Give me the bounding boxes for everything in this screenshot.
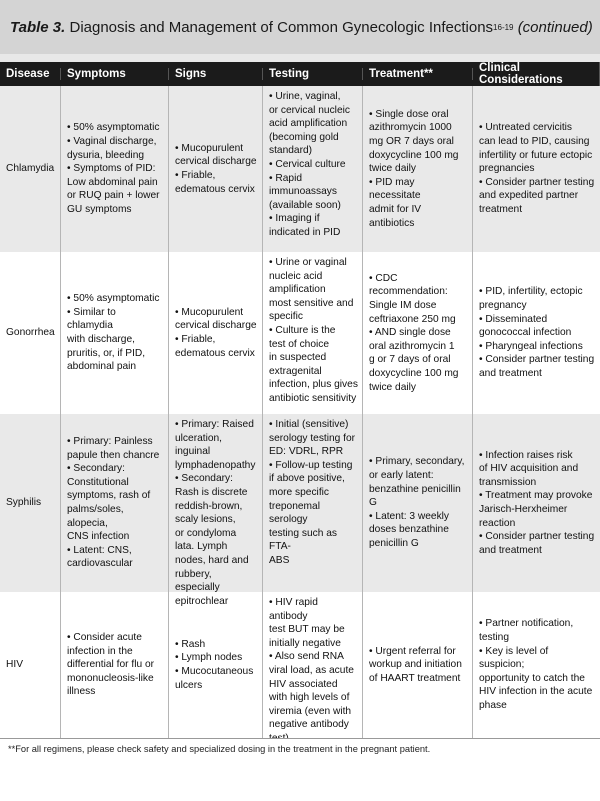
cell-line: • Primary: Painless bbox=[67, 436, 153, 448]
cell-line: with high levels of bbox=[269, 692, 350, 704]
cell-line: • Mucopurulent bbox=[175, 142, 244, 154]
cell-line: • Secondary: bbox=[67, 463, 125, 475]
cell-line: • Follow-up testing bbox=[269, 459, 353, 471]
table-row bbox=[0, 86, 600, 252]
cell-line: dysuria, bleeding bbox=[67, 149, 145, 161]
cell-testing bbox=[263, 414, 363, 592]
table-title-continued: (continued) bbox=[517, 18, 593, 36]
cell-line: ulcers bbox=[175, 679, 203, 691]
cell-line: (available soon) bbox=[269, 199, 341, 211]
cell-line: admit for IV antibiotics bbox=[369, 203, 422, 229]
cell-line: cardiovascular bbox=[67, 558, 133, 570]
cell-line: GU symptoms bbox=[67, 203, 132, 215]
cell-line: edematous cervix bbox=[175, 183, 255, 195]
cell-line: reddish-brown, bbox=[175, 500, 243, 512]
header-treatment: Treatment** bbox=[363, 68, 473, 80]
cell-treatment bbox=[363, 86, 473, 252]
header-clinical-considerations: Clinical Considerations bbox=[473, 62, 600, 86]
cell-line: indicated in PID bbox=[269, 226, 341, 238]
cell-line: can lead to PID, causing bbox=[479, 136, 590, 148]
table-title bbox=[0, 0, 600, 54]
cell-signs bbox=[169, 252, 263, 414]
cell-line: nodes, hard and bbox=[175, 554, 249, 566]
cell-symptoms bbox=[61, 252, 169, 414]
cell-line: opportunity to catch the bbox=[479, 672, 585, 684]
cell-line: in suspected bbox=[269, 352, 327, 364]
cell-line: amplification bbox=[269, 284, 326, 296]
cell-line: • Symptoms of PID: bbox=[67, 163, 156, 175]
cell-line: • Cervical culture bbox=[269, 158, 346, 170]
cell-line: and expedited partner bbox=[479, 190, 579, 202]
cell-line: • Disseminated bbox=[479, 313, 548, 325]
cell-line: • PID may necessitate bbox=[369, 176, 421, 202]
cell-signs bbox=[169, 414, 263, 607]
cell-line: doxycycline 100 mg bbox=[369, 367, 459, 379]
cell-line: mononucleosis-like bbox=[67, 672, 154, 684]
cell-line: cervical discharge bbox=[175, 156, 257, 168]
cell-line: • Pharyngeal infections bbox=[479, 340, 583, 352]
cell-line: (becoming gold bbox=[269, 131, 339, 143]
cell-line: • Primary, secondary, bbox=[369, 456, 465, 468]
cell-disease bbox=[0, 252, 61, 414]
cell-line: g or 7 days of oral bbox=[369, 354, 451, 366]
cell-line: Low abdominal pain bbox=[67, 176, 158, 188]
cell-line: specific bbox=[269, 311, 303, 323]
cell-line: standard) bbox=[269, 145, 313, 157]
cell-line: • Urine, vaginal, bbox=[269, 91, 341, 102]
cell-line: symptoms, rash of bbox=[67, 490, 151, 502]
header-symptoms: Symptoms bbox=[61, 68, 169, 80]
cell-line: test of choice bbox=[269, 338, 330, 350]
cell-line: • Urine or vaginal bbox=[269, 257, 347, 268]
cell-disease bbox=[0, 86, 61, 252]
cell-line: • Similar to chlamydia bbox=[67, 306, 116, 332]
cell-line: CNS infection bbox=[67, 531, 130, 543]
cell-testing bbox=[263, 592, 363, 738]
cell-line: • Treatment may provoke bbox=[479, 490, 593, 502]
cell-line: • Vaginal discharge, bbox=[67, 136, 157, 148]
cell-line: illness bbox=[67, 686, 96, 698]
cell-line: doses benzathine bbox=[369, 524, 449, 536]
disease-name: HIV bbox=[6, 659, 23, 671]
title-divider bbox=[0, 54, 600, 62]
cell-line: cervical discharge bbox=[175, 320, 257, 332]
cell-line: • Friable, bbox=[175, 334, 216, 345]
cell-line: lymphadenopathy bbox=[175, 459, 256, 471]
cell-line: oral azithromycin 1 bbox=[369, 340, 455, 352]
cell-line: more specific bbox=[269, 486, 330, 498]
cell-line: • Partner notification, bbox=[479, 618, 574, 630]
cell-line: • Consider partner testing bbox=[479, 531, 595, 543]
cell-line: twice daily bbox=[369, 381, 416, 393]
cell-line: gonococcal infection bbox=[479, 327, 572, 339]
table-number: Table 3. bbox=[10, 18, 66, 36]
cell-line: with discharge, bbox=[67, 334, 135, 345]
cell-clinical-considerations bbox=[473, 414, 600, 592]
cell-line: • Mucopurulent bbox=[175, 306, 244, 318]
cell-line: Jarisch-Herxheimer bbox=[479, 504, 568, 515]
cell-testing bbox=[263, 252, 363, 414]
cell-line: of HAART treatment bbox=[369, 672, 461, 684]
cell-line: • 50% asymptomatic bbox=[67, 122, 160, 134]
cell-line: acid amplification bbox=[269, 118, 348, 130]
cell-line: extragenital bbox=[269, 365, 322, 377]
cell-line: and treatment bbox=[479, 544, 542, 556]
cell-line: test BUT may be bbox=[269, 624, 345, 636]
cell-disease bbox=[0, 592, 61, 738]
cell-line: pruritis, or, if PID, bbox=[67, 347, 146, 359]
cell-line: • Consider partner testing bbox=[479, 176, 595, 188]
header-disease: Disease bbox=[0, 68, 61, 80]
cell-line: • Rash bbox=[175, 638, 206, 650]
cell-line: • Consider acute bbox=[67, 632, 142, 644]
cell-line: • PID, infertility, ectopic bbox=[479, 286, 583, 298]
cell-line: penicillin G bbox=[369, 537, 419, 549]
cell-line: and treatment bbox=[479, 367, 542, 379]
cell-testing bbox=[263, 86, 363, 252]
cell-line: infection, plus gives bbox=[269, 379, 358, 391]
cell-line: antibiotic sensitivity bbox=[269, 392, 357, 404]
cell-line: viral load, as acute bbox=[269, 664, 354, 676]
cell-line: palms/soles, alopecia, bbox=[67, 504, 124, 529]
cell-line: • Initial (sensitive) bbox=[269, 419, 349, 430]
cell-clinical-considerations bbox=[473, 592, 600, 738]
cell-line: • AND single dose bbox=[369, 327, 451, 339]
cell-treatment bbox=[363, 252, 473, 414]
cell-line: • Untreated cervicitis bbox=[479, 122, 573, 134]
cell-line: Rash is discrete bbox=[175, 486, 248, 498]
cell-disease bbox=[0, 414, 61, 592]
cell-line: Single IM dose bbox=[369, 300, 437, 312]
table-header-row bbox=[0, 62, 600, 86]
cell-line: • Secondary: bbox=[175, 473, 233, 485]
cell-signs bbox=[169, 592, 263, 738]
cell-line: doxycycline 100 mg bbox=[369, 149, 459, 161]
cell-line: viremia (even with bbox=[269, 705, 352, 717]
cell-treatment bbox=[363, 414, 473, 592]
disease-name: Gonorrhea bbox=[6, 327, 55, 339]
table-title-text: Diagnosis and Management of Common Gynecologic Infections bbox=[69, 18, 494, 36]
cell-line: HIV associated bbox=[269, 678, 338, 690]
cell-line: or RUQ pain + lower bbox=[67, 190, 160, 202]
cell-line: edematous cervix bbox=[175, 347, 255, 359]
cell-line: • Rapid bbox=[269, 172, 303, 184]
cell-line: • Mucocutaneous bbox=[175, 666, 254, 677]
cell-symptoms bbox=[61, 414, 169, 592]
cell-symptoms bbox=[61, 86, 169, 252]
cell-line: testing bbox=[479, 632, 510, 644]
cell-line: • HIV rapid antibody bbox=[269, 597, 318, 622]
cell-line: abdominal pain bbox=[67, 361, 137, 373]
cell-line: or cervical nucleic bbox=[269, 104, 350, 116]
cell-line: serology testing for bbox=[269, 432, 356, 444]
cell-line: pregnancy bbox=[479, 300, 527, 312]
cell-line: of HIV acquisition and bbox=[479, 463, 579, 475]
cell-line: workup and initiation bbox=[369, 659, 462, 671]
cell-line: • Imaging if bbox=[269, 213, 320, 225]
infections-table bbox=[0, 62, 600, 738]
cell-line: ulceration, inguinal bbox=[175, 432, 223, 458]
cell-line: • Friable, bbox=[175, 170, 216, 181]
cell-line: • Latent: 3 weekly bbox=[369, 510, 450, 522]
cell-symptoms bbox=[61, 592, 169, 738]
cell-line: immunoassays bbox=[269, 186, 337, 198]
cell-line: if above positive, bbox=[269, 473, 345, 485]
cell-line: phase bbox=[479, 699, 507, 711]
cell-line: scaly lesions, bbox=[175, 514, 236, 526]
cell-line: nucleic acid bbox=[269, 270, 323, 282]
cell-line: ABS bbox=[269, 554, 290, 566]
cell-line: Constitutional bbox=[67, 476, 129, 488]
header-signs: Signs bbox=[169, 68, 263, 80]
cell-line: treponemal serology bbox=[269, 500, 320, 526]
cell-line: or condyloma bbox=[175, 527, 237, 539]
cell-line: or early latent: bbox=[369, 470, 434, 482]
cell-line: pregnancies bbox=[479, 163, 535, 175]
cell-line: • Single dose oral bbox=[369, 108, 449, 120]
cell-line: • Infection raises risk bbox=[479, 449, 573, 461]
table-row bbox=[0, 414, 600, 607]
cell-line: twice daily bbox=[369, 163, 416, 175]
cell-line: • Key is level of suspicion; bbox=[479, 645, 549, 671]
cell-line: ED: VDRL, RPR bbox=[269, 446, 344, 458]
cell-line: testing such as FTA- bbox=[269, 527, 337, 553]
cell-line: infection in the bbox=[67, 645, 133, 657]
cell-line: • Primary: Raised bbox=[175, 419, 254, 430]
cell-line: • Latent: CNS, bbox=[67, 544, 132, 556]
cell-line: • Culture is the bbox=[269, 324, 336, 336]
cell-line: rubbery, especially bbox=[175, 568, 220, 594]
cell-line: treatment bbox=[479, 203, 523, 215]
footnote: **For all regimens, please check safety and specialized dosing in the treatment in the pregnant patient. bbox=[0, 738, 600, 801]
cell-line: infertility or future ectopic bbox=[479, 149, 593, 161]
cell-line: papule then chancre bbox=[67, 449, 160, 461]
cell-line: recommendation: bbox=[369, 286, 448, 298]
cell-line: reaction bbox=[479, 517, 516, 529]
cell-line: • Consider partner testing bbox=[479, 354, 595, 366]
table-title-ref: 16-19 bbox=[493, 22, 514, 32]
cell-line: initially negative bbox=[269, 637, 341, 649]
disease-name: Syphilis bbox=[6, 497, 42, 509]
cell-line: mg OR 7 days oral bbox=[369, 136, 454, 148]
cell-line: • Also send RNA bbox=[269, 651, 344, 663]
cell-line: azithromycin 1000 bbox=[369, 122, 452, 134]
cell-line: most sensitive and bbox=[269, 297, 354, 309]
cell-line: • Lymph nodes bbox=[175, 652, 243, 664]
cell-line: lata. Lymph bbox=[175, 541, 228, 553]
header-testing: Testing bbox=[263, 68, 363, 80]
cell-line: • 50% asymptomatic bbox=[67, 293, 160, 305]
cell-line: ceftriaxone 250 mg bbox=[369, 313, 456, 325]
cell-signs bbox=[169, 86, 263, 252]
disease-name: Chlamydia bbox=[6, 163, 55, 175]
cell-treatment bbox=[363, 592, 473, 738]
cell-clinical-considerations bbox=[473, 252, 600, 414]
cell-line: • Urgent referral for bbox=[369, 645, 456, 657]
cell-clinical-considerations bbox=[473, 86, 600, 252]
cell-line: • CDC bbox=[369, 272, 398, 284]
cell-line: transmission bbox=[479, 476, 537, 488]
cell-line: HIV infection in the acute bbox=[479, 686, 593, 698]
cell-line: negative antibody bbox=[269, 719, 349, 731]
cell-line: benzathine penicillin G bbox=[369, 483, 461, 509]
table-row bbox=[0, 252, 600, 414]
table-row bbox=[0, 592, 600, 738]
cell-line: differential for flu or bbox=[67, 659, 155, 671]
cell-line: epitrochlear bbox=[175, 595, 229, 607]
